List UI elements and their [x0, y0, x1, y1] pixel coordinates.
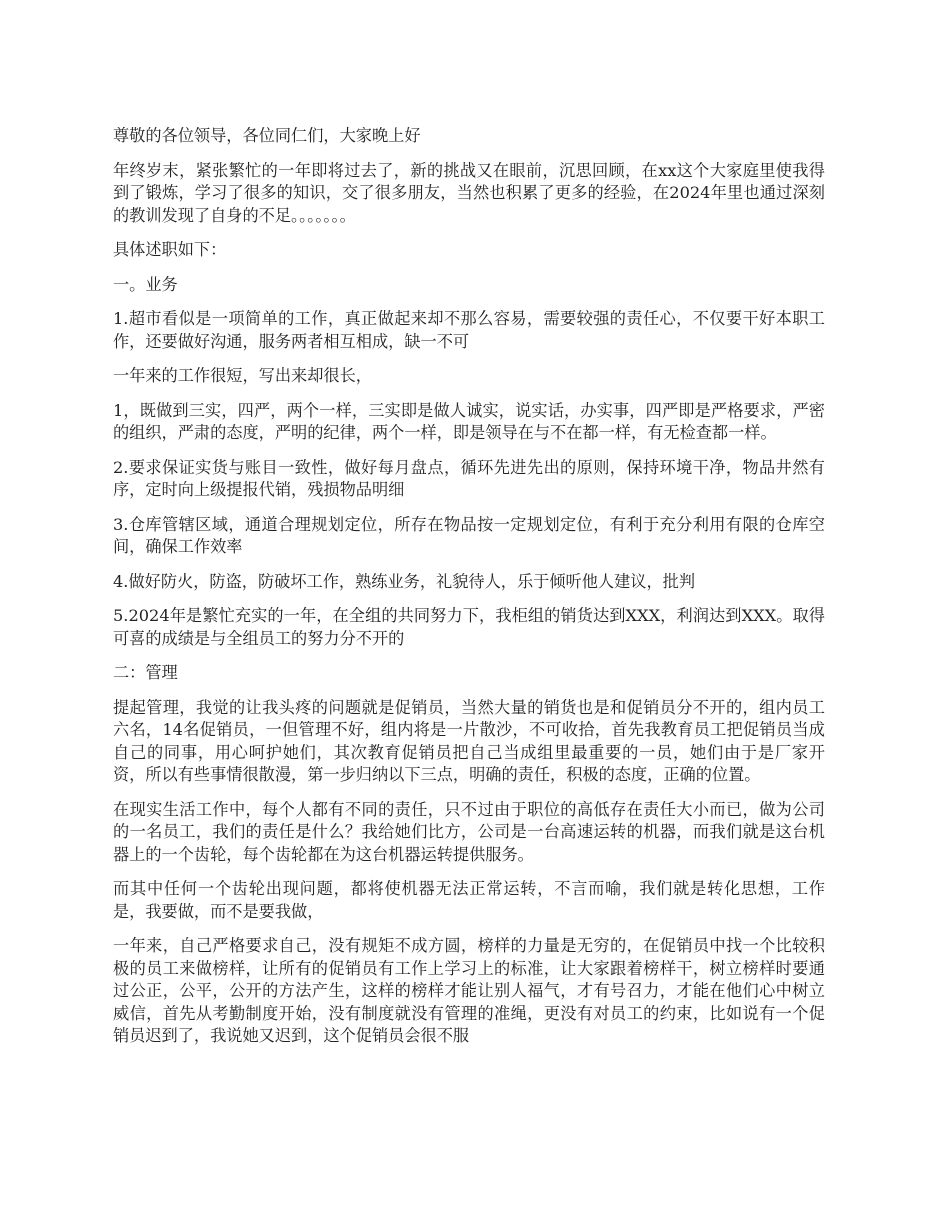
business-item-three-four-two: 1，既做到三实，四严，两个一样，三实即是做人诚实，说实话，办实事，四严即是严格要求，严密的组织，严肃的态度，严明的纪律，两个一样，即是领导在与不在都一样，有无检查都一样。	[113, 400, 825, 442]
section-heading-business: 一。业务	[113, 274, 178, 294]
business-item-2: 2.要求保证实货与账目一致性，做好每月盘点，循环先进先出的原则，保持环境干净，物品井然有序，定时向上级提报代销，残损物品明细	[113, 457, 825, 499]
business-item-3: 3.仓库管辖区域，通道合理规划定位，所存在物品按一定规划定位，有利于充分利用有限的仓库空间，确保工作效率	[113, 514, 825, 556]
business-item-4: 4.做好防火，防盗，防破坏工作，熟练业务，礼貌待人，乐于倾听他人建议，批判	[113, 571, 696, 591]
business-item-1: 1.超市看似是一项简单的工作，真正做起来却不那么容易，需要较强的责任心，不仅要干好本职工作，还要做好沟通，服务两者相互相成，缺一不可	[113, 309, 825, 351]
business-item-5: 5.2024年是繁忙充实的一年，在全组的共同努力下，我柜组的销货达到XXX，利润达到XXX。取得可喜的成绩是与全组员工的努力分不开的	[113, 606, 825, 648]
document-body	[113, 125, 825, 1060]
management-paragraph-1: 提起管理，我觉的让我头疼的问题就是促销员，当然大量的销货也是和促销员分不开的，组内员工六名，14名促销员，一但管理不好，组内将是一片散沙，不可收拾，首先我教育员工把促销员当成自己的同事，用心呵护她们，其次教育促销员把自己当成组里最重要的一员，她们由于是厂家开资，所以有些事情很散漫，第一步归纳以下三点，明确的责任，积极的态度，正确的位置。	[113, 697, 825, 784]
report-lead-paragraph: 具体述职如下：	[113, 240, 227, 259]
management-paragraph-3: 而其中任何一个齿轮出现问题，都将使机器无法正常运转，不言而喻，我们就是转化思想，工作是，我要做，而不是要我做，	[113, 879, 825, 921]
greeting-paragraph: 尊敬的各位领导，各位同仁们，大家晚上好	[113, 126, 421, 145]
intro-paragraph: 年终岁末，紧张繁忙的一年即将过去了，新的挑战又在眼前，沉思回顾，在xx这个大家庭里使我得到了锻炼，学习了很多的知识，交了很多朋友，当然也积累了更多的经验，在2024年里也通过深刻的教训发现了自身的不足。。。。。。。	[113, 160, 825, 225]
management-paragraph-4: 一年来，自己严格要求自己，没有规矩不成方圆，榜样的力量是无穷的，在促销员中找一个比较积极的员工来做榜样，让所有的促销员有工作上学习上的标准，让大家跟着榜样干，树立榜样时要通过公正，公平，公开的方法产生，这样的榜样才能让别人福气，才有号召力，才能在他们心中树立威信，首先从考勤制度开始，没有制度就没有管理的准绳，更没有对员工的约束，比如说有一个促销员迟到了，我说她又迟到，这个促销员会很不服	[113, 936, 825, 1045]
management-paragraph-2: 在现实生活工作中，每个人都有不同的责任，只不过由于职位的高低存在责任大小而已，做为公司的一名员工，我们的责任是什么？我给她们比方，公司是一台高速运转的机器，而我们就是这台机器上的一个齿轮，每个齿轮都在为这台机器运转提供服务。	[113, 799, 825, 864]
summary-paragraph: 一年来的工作很短，写出来却很长，	[113, 366, 372, 385]
section-heading-management: 二：管理	[113, 663, 178, 682]
